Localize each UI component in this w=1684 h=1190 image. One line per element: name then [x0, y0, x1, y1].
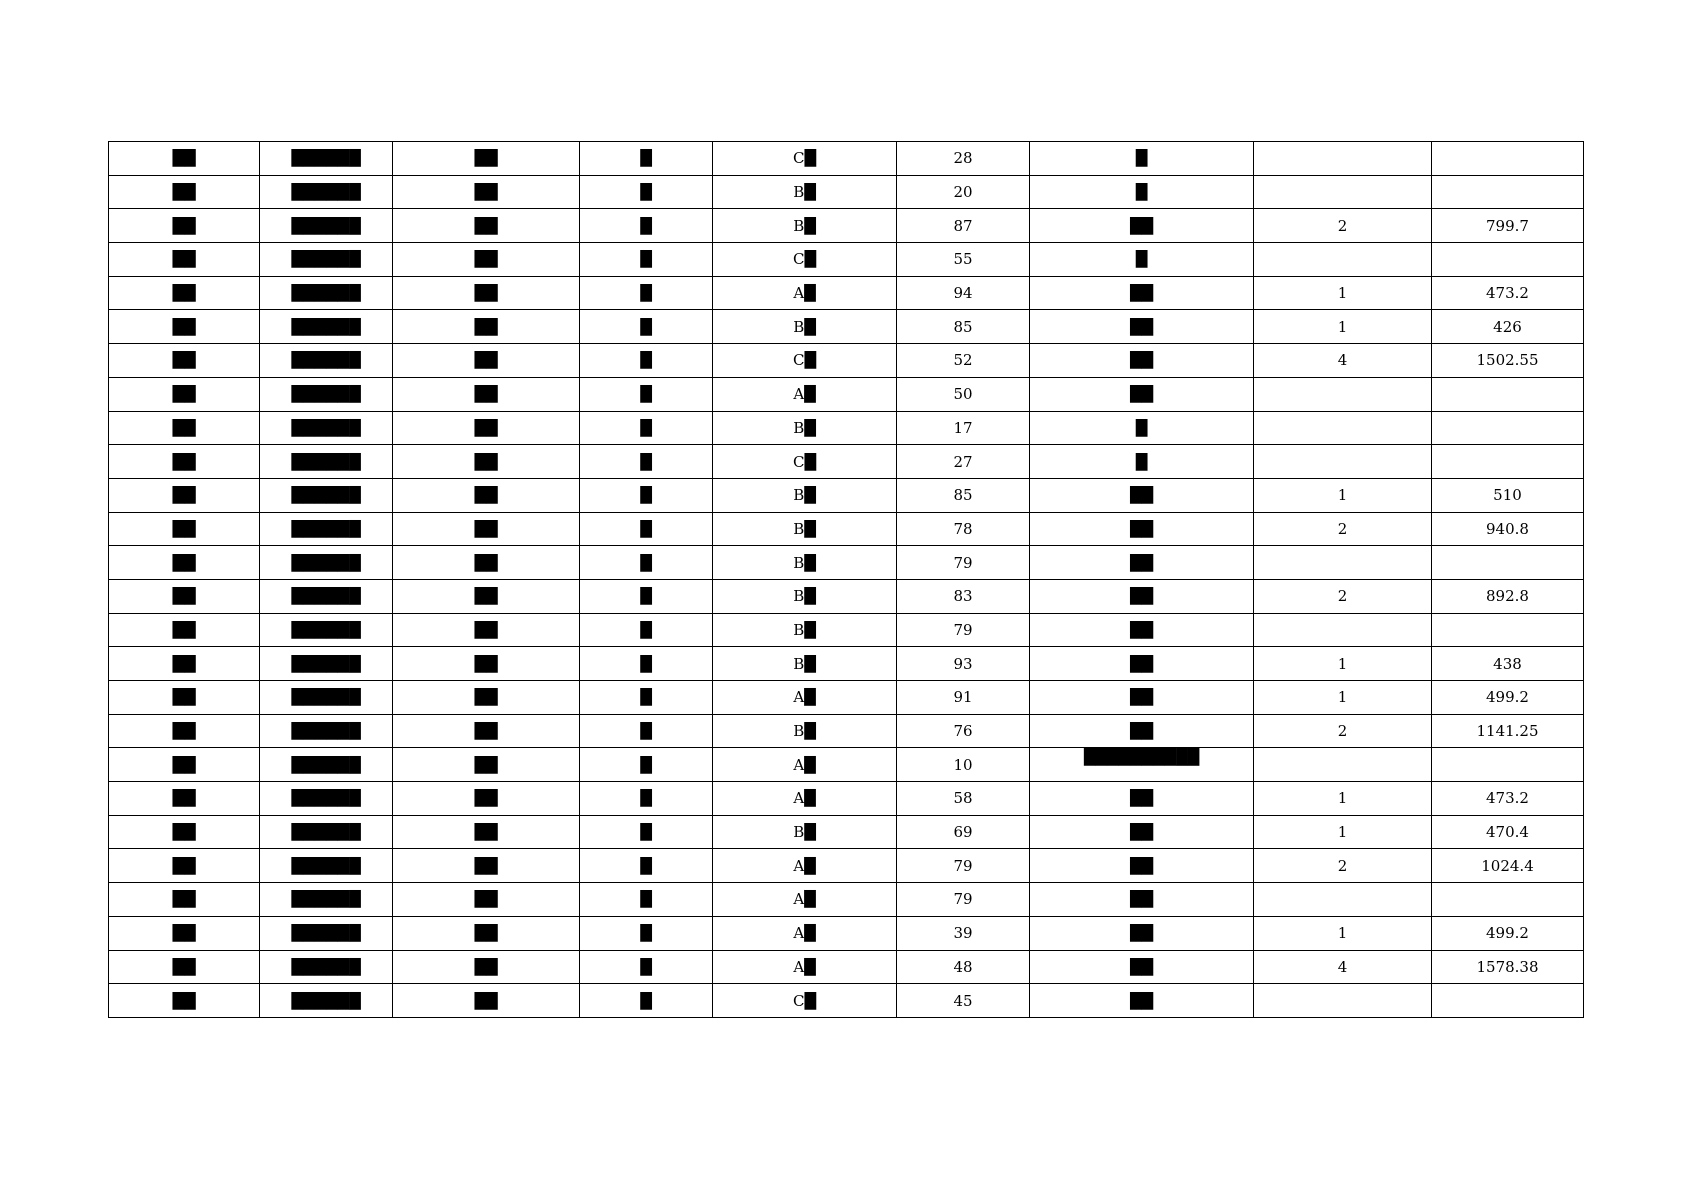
cell-town: ██: [109, 411, 260, 445]
cell-town: ██: [109, 546, 260, 580]
cell-relation: ██: [1030, 950, 1254, 984]
table-row: [109, 209, 1584, 243]
cell-name: ██: [393, 276, 580, 310]
cell-members: 1: [1254, 276, 1432, 310]
cell-town: ██: [109, 714, 260, 748]
cell-village: ██████: [260, 411, 393, 445]
cell-gender: █: [580, 815, 713, 849]
cell-village: ██████: [260, 916, 393, 950]
cell-relation: ██: [1030, 478, 1254, 512]
table-row: [109, 276, 1584, 310]
cell-name: ██: [393, 512, 580, 546]
cell-members: 1: [1254, 782, 1432, 816]
cell-category: C█: [713, 344, 897, 378]
cell-members: 2: [1254, 512, 1432, 546]
cell-gender: █: [580, 579, 713, 613]
cell-amount: 1578.38: [1432, 950, 1584, 984]
table-row: [109, 579, 1584, 613]
cell-gender: █: [580, 142, 713, 176]
cell-relation: ██: [1030, 613, 1254, 647]
cell-town: ██: [109, 883, 260, 917]
cell-relation: █: [1030, 175, 1254, 209]
cell-town: ██: [109, 142, 260, 176]
cell-relation: ██: [1030, 984, 1254, 1018]
cell-age: 28: [897, 142, 1030, 176]
cell-members: 1: [1254, 478, 1432, 512]
cell-category: B█: [713, 175, 897, 209]
cell-age: 39: [897, 916, 1030, 950]
cell-relation: █: [1030, 411, 1254, 445]
cell-gender: █: [580, 883, 713, 917]
cell-age: 79: [897, 883, 1030, 917]
cell-relation: █: [1030, 243, 1254, 277]
cell-category: B█: [713, 310, 897, 344]
cell-name: ██: [393, 175, 580, 209]
table-row: [109, 411, 1584, 445]
cell-members: [1254, 546, 1432, 580]
cell-relation: ██: [1030, 782, 1254, 816]
cell-amount: [1432, 142, 1584, 176]
cell-members: 2: [1254, 579, 1432, 613]
table-row: [109, 782, 1584, 816]
cell-name: ██: [393, 782, 580, 816]
cell-amount: [1432, 984, 1584, 1018]
cell-relation: ██: [1030, 344, 1254, 378]
cell-members: 1: [1254, 647, 1432, 681]
cell-category: B█: [713, 579, 897, 613]
table-row: [109, 478, 1584, 512]
cell-amount: 1024.4: [1432, 849, 1584, 883]
cell-name: ██: [393, 209, 580, 243]
cell-village: ██████: [260, 950, 393, 984]
cell-amount: [1432, 175, 1584, 209]
cell-amount: 940.8: [1432, 512, 1584, 546]
cell-members: [1254, 613, 1432, 647]
cell-name: ██: [393, 647, 580, 681]
cell-category: B█: [713, 546, 897, 580]
cell-name: ██: [393, 377, 580, 411]
cell-name: ██: [393, 950, 580, 984]
cell-gender: █: [580, 984, 713, 1018]
cell-category: B█: [713, 714, 897, 748]
cell-amount: 892.8: [1432, 579, 1584, 613]
cell-relation: ██: [1030, 546, 1254, 580]
cell-amount: [1432, 883, 1584, 917]
cell-relation: ██: [1030, 276, 1254, 310]
table-row: [109, 647, 1584, 681]
cell-category: B█: [713, 478, 897, 512]
table-row: [109, 613, 1584, 647]
cell-town: ██: [109, 916, 260, 950]
table-row: [109, 344, 1584, 378]
cell-relation: █: [1030, 142, 1254, 176]
cell-town: ██: [109, 276, 260, 310]
cell-age: 85: [897, 478, 1030, 512]
cell-category: B█: [713, 209, 897, 243]
table-row: [109, 883, 1584, 917]
cell-members: [1254, 243, 1432, 277]
cell-age: 52: [897, 344, 1030, 378]
cell-village: ██████: [260, 175, 393, 209]
cell-name: ██: [393, 411, 580, 445]
cell-gender: █: [580, 782, 713, 816]
cell-amount: [1432, 546, 1584, 580]
cell-gender: █: [580, 714, 713, 748]
cell-relation: ██: [1030, 849, 1254, 883]
cell-relation: ██: [1030, 579, 1254, 613]
cell-relation: ██: [1030, 647, 1254, 681]
cell-village: ██████: [260, 613, 393, 647]
cell-amount: 438: [1432, 647, 1584, 681]
cell-town: ██: [109, 748, 260, 782]
table-row: [109, 815, 1584, 849]
cell-gender: █: [580, 748, 713, 782]
cell-age: 93: [897, 647, 1030, 681]
cell-name: ██: [393, 748, 580, 782]
cell-name: ██: [393, 142, 580, 176]
cell-category: A█: [713, 782, 897, 816]
cell-relation: ██: [1030, 681, 1254, 715]
cell-gender: █: [580, 613, 713, 647]
table-row: [109, 512, 1584, 546]
cell-gender: █: [580, 546, 713, 580]
cell-category: B█: [713, 411, 897, 445]
cell-category: C█: [713, 984, 897, 1018]
cell-amount: [1432, 445, 1584, 479]
table-row: [109, 546, 1584, 580]
cell-town: ██: [109, 377, 260, 411]
cell-category: A█: [713, 916, 897, 950]
cell-village: ██████: [260, 478, 393, 512]
cell-name: ██: [393, 613, 580, 647]
cell-gender: █: [580, 344, 713, 378]
cell-age: 79: [897, 546, 1030, 580]
cell-age: 91: [897, 681, 1030, 715]
table-row: [109, 916, 1584, 950]
cell-relation: ██: [1030, 310, 1254, 344]
cell-gender: █: [580, 512, 713, 546]
cell-members: [1254, 883, 1432, 917]
table-row: [109, 849, 1584, 883]
cell-town: ██: [109, 681, 260, 715]
cell-name: ██: [393, 478, 580, 512]
table-row: [109, 377, 1584, 411]
cell-name: ██: [393, 714, 580, 748]
cell-category: B█: [713, 647, 897, 681]
cell-category: C█: [713, 142, 897, 176]
cell-village: ██████: [260, 883, 393, 917]
cell-gender: █: [580, 681, 713, 715]
cell-gender: █: [580, 310, 713, 344]
cell-name: ██: [393, 681, 580, 715]
cell-town: ██: [109, 647, 260, 681]
cell-amount: 499.2: [1432, 681, 1584, 715]
cell-age: 27: [897, 445, 1030, 479]
cell-name: ██: [393, 815, 580, 849]
cell-village: ██████: [260, 445, 393, 479]
cell-members: 2: [1254, 849, 1432, 883]
cell-members: 1: [1254, 815, 1432, 849]
cell-amount: [1432, 377, 1584, 411]
table-row: [109, 175, 1584, 209]
cell-gender: █: [580, 209, 713, 243]
cell-gender: █: [580, 445, 713, 479]
cell-amount: 510: [1432, 478, 1584, 512]
cell-members: 2: [1254, 714, 1432, 748]
table-row: [109, 714, 1584, 748]
cell-village: ██████: [260, 142, 393, 176]
cell-members: [1254, 377, 1432, 411]
cell-gender: █: [580, 276, 713, 310]
cell-gender: █: [580, 411, 713, 445]
table-row: [109, 984, 1584, 1018]
cell-village: ██████: [260, 849, 393, 883]
cell-category: A█: [713, 748, 897, 782]
cell-age: 78: [897, 512, 1030, 546]
roster-table: [108, 141, 1584, 1018]
cell-members: 1: [1254, 916, 1432, 950]
cell-amount: 1502.55: [1432, 344, 1584, 378]
table-row: [109, 748, 1584, 782]
cell-members: [1254, 984, 1432, 1018]
cell-village: ██████: [260, 344, 393, 378]
cell-village: ██████: [260, 209, 393, 243]
table-row: [109, 950, 1584, 984]
cell-amount: 799.7: [1432, 209, 1584, 243]
cell-village: ██████: [260, 546, 393, 580]
cell-village: ██████: [260, 748, 393, 782]
cell-age: 10: [897, 748, 1030, 782]
cell-relation: ██: [1030, 815, 1254, 849]
cell-village: ██████: [260, 310, 393, 344]
cell-amount: 470.4: [1432, 815, 1584, 849]
cell-relation: ██: [1030, 883, 1254, 917]
cell-age: 20: [897, 175, 1030, 209]
table-row: [109, 243, 1584, 277]
cell-age: 85: [897, 310, 1030, 344]
cell-age: 45: [897, 984, 1030, 1018]
cell-gender: █: [580, 175, 713, 209]
cell-members: [1254, 175, 1432, 209]
cell-town: ██: [109, 950, 260, 984]
cell-gender: █: [580, 647, 713, 681]
cell-category: A█: [713, 883, 897, 917]
cell-amount: [1432, 411, 1584, 445]
cell-age: 79: [897, 849, 1030, 883]
cell-village: ██████: [260, 276, 393, 310]
cell-members: [1254, 748, 1432, 782]
cell-category: A█: [713, 681, 897, 715]
cell-age: 55: [897, 243, 1030, 277]
cell-town: ██: [109, 175, 260, 209]
cell-gender: █: [580, 377, 713, 411]
cell-category: A█: [713, 950, 897, 984]
cell-name: ██: [393, 579, 580, 613]
cell-gender: █: [580, 849, 713, 883]
cell-village: ██████: [260, 714, 393, 748]
cell-name: ██: [393, 984, 580, 1018]
cell-town: ██: [109, 478, 260, 512]
roster-body: [109, 142, 1584, 1018]
cell-relation: █: [1030, 445, 1254, 479]
cell-village: ██████: [260, 377, 393, 411]
cell-town: ██: [109, 209, 260, 243]
cell-town: ██: [109, 512, 260, 546]
cell-town: ██: [109, 984, 260, 1018]
cell-age: 69: [897, 815, 1030, 849]
cell-village: ██████: [260, 243, 393, 277]
cell-category: C█: [713, 243, 897, 277]
cell-name: ██: [393, 883, 580, 917]
cell-category: A█: [713, 377, 897, 411]
cell-relation-text: ██████████: [1083, 748, 1200, 767]
cell-village: ██████: [260, 681, 393, 715]
cell-gender: █: [580, 916, 713, 950]
cell-relation: ██: [1030, 377, 1254, 411]
cell-gender: █: [580, 478, 713, 512]
cell-members: 1: [1254, 681, 1432, 715]
cell-relation: ██: [1030, 209, 1254, 243]
cell-amount: 1141.25: [1432, 714, 1584, 748]
cell-gender: █: [580, 243, 713, 277]
cell-age: 79: [897, 613, 1030, 647]
cell-name: ██: [393, 344, 580, 378]
cell-members: 1: [1254, 310, 1432, 344]
cell-town: ██: [109, 815, 260, 849]
cell-category: B█: [713, 613, 897, 647]
cell-members: [1254, 445, 1432, 479]
cell-name: ██: [393, 445, 580, 479]
cell-age: 94: [897, 276, 1030, 310]
table-row: [109, 142, 1584, 176]
table-row: [109, 445, 1584, 479]
cell-amount: 499.2: [1432, 916, 1584, 950]
cell-age: 58: [897, 782, 1030, 816]
cell-town: ██: [109, 310, 260, 344]
cell-members: 4: [1254, 344, 1432, 378]
cell-category: C█: [713, 445, 897, 479]
cell-age: 50: [897, 377, 1030, 411]
cell-age: 76: [897, 714, 1030, 748]
cell-amount: 426: [1432, 310, 1584, 344]
cell-age: 83: [897, 579, 1030, 613]
cell-town: ██: [109, 579, 260, 613]
cell-village: ██████: [260, 984, 393, 1018]
cell-members: [1254, 142, 1432, 176]
table-row: [109, 681, 1584, 715]
cell-name: ██: [393, 243, 580, 277]
cell-name: ██: [393, 310, 580, 344]
cell-village: ██████: [260, 815, 393, 849]
cell-gender: █: [580, 950, 713, 984]
cell-amount: [1432, 243, 1584, 277]
cell-name: ██: [393, 546, 580, 580]
cell-amount: 473.2: [1432, 782, 1584, 816]
cell-members: [1254, 411, 1432, 445]
cell-name: ██: [393, 916, 580, 950]
cell-name: ██: [393, 849, 580, 883]
cell-village: ██████: [260, 782, 393, 816]
cell-village: ██████: [260, 647, 393, 681]
cell-village: ██████: [260, 512, 393, 546]
cell-age: 87: [897, 209, 1030, 243]
cell-relation: ██: [1030, 916, 1254, 950]
cell-town: ██: [109, 782, 260, 816]
cell-amount: [1432, 613, 1584, 647]
cell-category: A█: [713, 276, 897, 310]
cell-age: 17: [897, 411, 1030, 445]
cell-village: ██████: [260, 579, 393, 613]
cell-members: 2: [1254, 209, 1432, 243]
cell-town: ██: [109, 243, 260, 277]
cell-age: 48: [897, 950, 1030, 984]
cell-town: ██: [109, 344, 260, 378]
cell-category: B█: [713, 815, 897, 849]
cell-amount: [1432, 748, 1584, 782]
cell-relation: [1030, 748, 1254, 782]
cell-town: ██: [109, 849, 260, 883]
cell-relation: ██: [1030, 714, 1254, 748]
cell-category: B█: [713, 512, 897, 546]
cell-town: ██: [109, 613, 260, 647]
cell-category: A█: [713, 849, 897, 883]
cell-town: ██: [109, 445, 260, 479]
table-row: [109, 310, 1584, 344]
cell-members: 4: [1254, 950, 1432, 984]
cell-amount: 473.2: [1432, 276, 1584, 310]
cell-relation: ██: [1030, 512, 1254, 546]
